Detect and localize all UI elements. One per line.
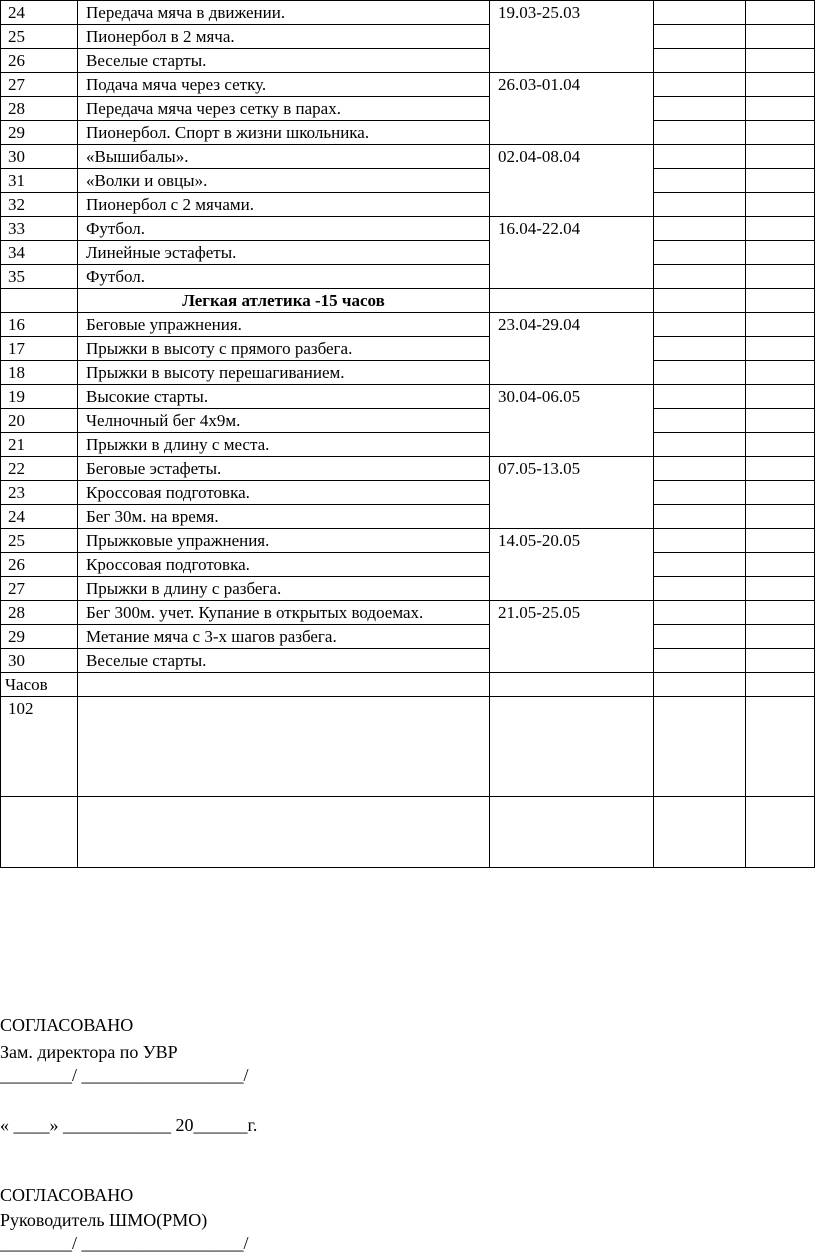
fact-date-cell bbox=[654, 601, 746, 625]
lesson-number: 28 bbox=[1, 97, 78, 121]
lesson-topic: Пионербол в 2 мяча. bbox=[78, 25, 490, 49]
section-title: Легкая атлетика -15 часов bbox=[78, 289, 490, 313]
signature-line: ________/ __________________/ bbox=[0, 1065, 249, 1085]
lesson-number: 16 bbox=[1, 313, 78, 337]
lesson-plan-body bbox=[1, 1, 815, 868]
table-row bbox=[1, 1, 815, 25]
lesson-dates: 30.04-06.05 bbox=[490, 385, 654, 457]
lesson-topic: Пионербол с 2 мячами. bbox=[78, 193, 490, 217]
fact-date-cell bbox=[654, 265, 746, 289]
notes-cell bbox=[746, 529, 815, 553]
lesson-dates: 19.03-25.03 bbox=[490, 1, 654, 73]
table-row bbox=[1, 193, 815, 217]
signature-line: ________/ __________________/ bbox=[0, 1233, 249, 1253]
notes-cell bbox=[746, 649, 815, 673]
blank-row bbox=[1, 797, 815, 868]
lesson-topic: Футбол. bbox=[78, 265, 490, 289]
fact-date-cell bbox=[654, 457, 746, 481]
lesson-topic: Передача мяча через сетку в парах. bbox=[78, 97, 490, 121]
lesson-number: 29 bbox=[1, 121, 78, 145]
table-row bbox=[1, 433, 815, 457]
lesson-topic: Подача мяча через сетку. bbox=[78, 73, 490, 97]
lesson-number: 26 bbox=[1, 553, 78, 577]
table-row bbox=[1, 529, 815, 553]
fact-date-cell bbox=[654, 49, 746, 73]
lesson-number: 29 bbox=[1, 625, 78, 649]
lesson-number: 26 bbox=[1, 49, 78, 73]
lesson-topic: Бег 300м. учет. Купание в открытых водоемах. bbox=[78, 601, 490, 625]
table-row bbox=[1, 553, 815, 577]
approval-role: Руководитель ШМО(РМО) bbox=[0, 1210, 208, 1230]
empty-cell bbox=[654, 289, 746, 313]
lesson-topic: Пионербол. Спорт в жизни школьника. bbox=[78, 121, 490, 145]
table-row bbox=[1, 385, 815, 409]
empty-cell bbox=[78, 673, 490, 697]
lesson-dates: 02.04-08.04 bbox=[490, 145, 654, 217]
lesson-dates: 21.05-25.05 bbox=[490, 601, 654, 673]
table-row bbox=[1, 337, 815, 361]
table-row bbox=[1, 97, 815, 121]
lesson-dates: 14.05-20.05 bbox=[490, 529, 654, 601]
notes-cell bbox=[746, 1, 815, 25]
table-row bbox=[1, 145, 815, 169]
table-row bbox=[1, 481, 815, 505]
fact-date-cell bbox=[654, 145, 746, 169]
lesson-topic: Прыжки в длину с разбега. bbox=[78, 577, 490, 601]
lesson-topic: Метание мяча с 3-х шагов разбега. bbox=[78, 625, 490, 649]
empty-cell bbox=[746, 289, 815, 313]
lesson-number: 18 bbox=[1, 361, 78, 385]
fact-date-cell bbox=[654, 625, 746, 649]
fact-date-cell bbox=[654, 193, 746, 217]
notes-cell bbox=[746, 409, 815, 433]
lesson-number: 35 bbox=[1, 265, 78, 289]
lesson-number: 30 bbox=[1, 145, 78, 169]
total-label-row bbox=[1, 673, 815, 697]
empty-cell bbox=[746, 797, 815, 868]
notes-cell bbox=[746, 49, 815, 73]
empty-cell bbox=[746, 673, 815, 697]
empty-cell bbox=[490, 697, 654, 797]
table-row bbox=[1, 25, 815, 49]
table-row bbox=[1, 577, 815, 601]
lesson-number: 34 bbox=[1, 241, 78, 265]
lesson-number: 30 bbox=[1, 649, 78, 673]
fact-date-cell bbox=[654, 121, 746, 145]
table-row bbox=[1, 313, 815, 337]
fact-date-cell bbox=[654, 433, 746, 457]
fact-date-cell bbox=[654, 73, 746, 97]
lesson-topic: «Вышибалы». bbox=[78, 145, 490, 169]
empty-cell bbox=[78, 797, 490, 868]
empty-cell bbox=[490, 289, 654, 313]
fact-date-cell bbox=[654, 577, 746, 601]
lesson-number: 27 bbox=[1, 577, 78, 601]
lesson-dates: 23.04-29.04 bbox=[490, 313, 654, 385]
lesson-topic: «Волки и овцы». bbox=[78, 169, 490, 193]
lesson-topic: Линейные эстафеты. bbox=[78, 241, 490, 265]
table-row bbox=[1, 121, 815, 145]
lesson-topic: Футбол. bbox=[78, 217, 490, 241]
lesson-number: 33 bbox=[1, 217, 78, 241]
lesson-number: 28 bbox=[1, 601, 78, 625]
lesson-number: 22 bbox=[1, 457, 78, 481]
lesson-number: 25 bbox=[1, 25, 78, 49]
fact-date-cell bbox=[654, 241, 746, 265]
lesson-number: 25 bbox=[1, 529, 78, 553]
fact-date-cell bbox=[654, 25, 746, 49]
lesson-topic: Кроссовая подготовка. bbox=[78, 481, 490, 505]
lesson-topic: Прыжки в высоту перешагиванием. bbox=[78, 361, 490, 385]
notes-cell bbox=[746, 145, 815, 169]
lesson-number: 17 bbox=[1, 337, 78, 361]
fact-date-cell bbox=[654, 529, 746, 553]
lesson-topic: Высокие старты. bbox=[78, 385, 490, 409]
notes-cell bbox=[746, 241, 815, 265]
total-label: Часов bbox=[1, 673, 78, 697]
fact-date-cell bbox=[654, 337, 746, 361]
empty-cell bbox=[490, 673, 654, 697]
fact-date-cell bbox=[654, 649, 746, 673]
notes-cell bbox=[746, 577, 815, 601]
lesson-number: 21 bbox=[1, 433, 78, 457]
notes-cell bbox=[746, 481, 815, 505]
notes-cell bbox=[746, 97, 815, 121]
empty-cell bbox=[1, 289, 78, 313]
notes-cell bbox=[746, 361, 815, 385]
fact-date-cell bbox=[654, 505, 746, 529]
notes-cell bbox=[746, 553, 815, 577]
fact-date-cell bbox=[654, 385, 746, 409]
fact-date-cell bbox=[654, 313, 746, 337]
notes-cell bbox=[746, 385, 815, 409]
lesson-topic: Кроссовая подготовка. bbox=[78, 553, 490, 577]
table-row bbox=[1, 361, 815, 385]
notes-cell bbox=[746, 337, 815, 361]
empty-cell bbox=[654, 673, 746, 697]
total-hours: 102 bbox=[1, 697, 78, 797]
lesson-number: 24 bbox=[1, 1, 78, 25]
empty-cell bbox=[490, 797, 654, 868]
notes-cell bbox=[746, 121, 815, 145]
notes-cell bbox=[746, 169, 815, 193]
notes-cell bbox=[746, 505, 815, 529]
lesson-topic: Веселые старты. bbox=[78, 49, 490, 73]
table-row bbox=[1, 625, 815, 649]
lesson-topic: Беговые упражнения. bbox=[78, 313, 490, 337]
fact-date-cell bbox=[654, 169, 746, 193]
table-row bbox=[1, 649, 815, 673]
lesson-dates: 26.03-01.04 bbox=[490, 73, 654, 145]
table-row bbox=[1, 169, 815, 193]
date-line: « ____» ____________ 20______г. bbox=[0, 1115, 258, 1135]
notes-cell bbox=[746, 73, 815, 97]
lesson-topic: Беговые эстафеты. bbox=[78, 457, 490, 481]
lesson-topic: Прыжки в высоту с прямого разбега. bbox=[78, 337, 490, 361]
empty-cell bbox=[654, 697, 746, 797]
table-row bbox=[1, 505, 815, 529]
lesson-number: 27 bbox=[1, 73, 78, 97]
fact-date-cell bbox=[654, 97, 746, 121]
lesson-number: 23 bbox=[1, 481, 78, 505]
lesson-dates: 16.04-22.04 bbox=[490, 217, 654, 289]
table-row bbox=[1, 601, 815, 625]
lesson-dates: 07.05-13.05 bbox=[490, 457, 654, 529]
notes-cell bbox=[746, 25, 815, 49]
fact-date-cell bbox=[654, 217, 746, 241]
lesson-number: 19 bbox=[1, 385, 78, 409]
approval-title: СОГЛАСОВАНО bbox=[0, 1185, 134, 1205]
lesson-number: 31 bbox=[1, 169, 78, 193]
approval-title: СОГЛАСОВАНО bbox=[0, 1015, 134, 1035]
lesson-topic: Веселые старты. bbox=[78, 649, 490, 673]
empty-cell bbox=[1, 797, 78, 868]
lesson-topic: Передача мяча в движении. bbox=[78, 1, 490, 25]
fact-date-cell bbox=[654, 409, 746, 433]
fact-date-cell bbox=[654, 481, 746, 505]
approval-role: Зам. директора по УВР bbox=[0, 1042, 178, 1062]
table-row bbox=[1, 409, 815, 433]
fact-date-cell bbox=[654, 553, 746, 577]
notes-cell bbox=[746, 457, 815, 481]
table-row bbox=[1, 265, 815, 289]
table-row bbox=[1, 49, 815, 73]
section-row bbox=[1, 289, 815, 313]
lesson-topic: Прыжки в длину с места. bbox=[78, 433, 490, 457]
lesson-topic: Бег 30м. на время. bbox=[78, 505, 490, 529]
notes-cell bbox=[746, 625, 815, 649]
notes-cell bbox=[746, 601, 815, 625]
lesson-number: 32 bbox=[1, 193, 78, 217]
notes-cell bbox=[746, 217, 815, 241]
lesson-topic: Челночный бег 4х9м. bbox=[78, 409, 490, 433]
empty-cell bbox=[654, 797, 746, 868]
total-value-row bbox=[1, 697, 815, 797]
lesson-number: 20 bbox=[1, 409, 78, 433]
fact-date-cell bbox=[654, 361, 746, 385]
lesson-number: 24 bbox=[1, 505, 78, 529]
notes-cell bbox=[746, 433, 815, 457]
notes-cell bbox=[746, 193, 815, 217]
notes-cell bbox=[746, 265, 815, 289]
table-row bbox=[1, 457, 815, 481]
empty-cell bbox=[746, 697, 815, 797]
fact-date-cell bbox=[654, 1, 746, 25]
lesson-topic: Прыжковые упражнения. bbox=[78, 529, 490, 553]
table-row bbox=[1, 217, 815, 241]
notes-cell bbox=[746, 313, 815, 337]
empty-cell bbox=[78, 697, 490, 797]
table-row bbox=[1, 241, 815, 265]
table-row bbox=[1, 73, 815, 97]
